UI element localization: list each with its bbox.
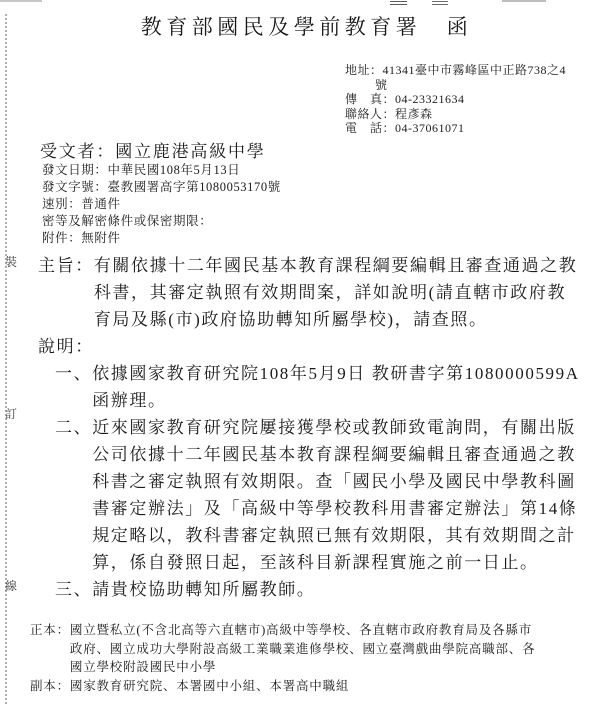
explanation-row	[38, 333, 592, 360]
list-item-2	[38, 414, 592, 576]
sender-fax: 傳 真：04-23321634	[345, 92, 465, 106]
meta-issue-date: 發文日期：中華民國108年5月13日	[42, 163, 241, 177]
sender-contact-person: 聯絡人：程彥森	[345, 106, 433, 121]
scan-artifact	[390, 1, 407, 7]
carbon-copy-label: 副本：	[30, 678, 70, 693]
subject-label: 主旨：	[38, 256, 94, 275]
distribution-block	[30, 621, 538, 695]
list-item-1	[38, 360, 592, 414]
binding-mark-ding: 訂	[4, 407, 17, 421]
recipient-line: 受文者：國立鹿港高級中學	[40, 142, 266, 161]
meta-attachment: 附件：無附件	[42, 231, 121, 245]
original-copy-row	[30, 621, 538, 677]
binding-mark-xian: 線	[4, 579, 17, 593]
document-title: 教育部國民及學前教育署 函	[140, 15, 473, 39]
item-text: 請貴校協助轉知所屬教師。	[92, 580, 316, 599]
carbon-copy-recipients: 國家教育研究院、本署國中小組、本署高中職組	[69, 678, 350, 693]
meta-block	[42, 162, 281, 247]
item-number: 一、	[55, 364, 93, 383]
item-text: 依據國家教育研究院108年5月9日 教研書字第1080000599A函辦理。	[92, 364, 580, 410]
carbon-copy-row	[30, 677, 538, 696]
item-number: 三、	[55, 580, 93, 599]
item-number: 二、	[55, 418, 93, 437]
binding-dotted-line	[5, 14, 7, 704]
scan-artifact	[432, 1, 448, 6]
binding-mark-zhuang: 裝	[4, 255, 17, 269]
list-item-3	[38, 576, 592, 603]
meta-security: 密等及解密條件或保密期限：	[42, 214, 213, 228]
meta-doc-number: 發文字號：臺教國署高字第1080053170號	[42, 180, 281, 194]
original-copy-recipients: 國立暨私立(不含北高等六直轄市)高級中等學校、各直轄市政府教育局及各縣市政府、國立成功大學附設高級工業職業進修學校、國立臺灣戲曲學院高職部、各國立學校附設國民中小學	[69, 623, 536, 674]
subject-row	[38, 252, 592, 333]
original-copy-label: 正本：	[30, 623, 70, 637]
subject-text: 有關依據十二年國民基本教育課程綱要編輯且審查通過之教科書，其審定執照有效期間案，詳如說明(請直轄市政府教育局及縣(市)政府協助轉知所屬學校)，請查照。	[93, 256, 578, 329]
scan-artifact	[502, 0, 546, 2]
sender-phone: 電 話：04-37061071	[345, 121, 465, 135]
scan-artifact	[0, 0, 42, 2]
meta-priority: 速別：普通件	[42, 197, 121, 211]
sender-address: 地址：41341臺中市霧峰區中正路738之4	[345, 63, 567, 77]
letter-body	[38, 252, 592, 603]
explanation-label: 說明：	[38, 337, 94, 356]
sender-address-wrap: 號	[375, 77, 388, 92]
item-text: 近來國家教育研究院屢接獲學校或教師致電詢問，有關出版公司依據十二年國民基本教育課程綱要編輯且審查通過之教科書之審定執照有效期限。查「國民小學及國民中學教科圖書審定辦法」及「高級中等學校教科用書審定辦法」第14條規定略以，教科書審定執照已無有效期限，其有效期間之計算，係自發照日起，至該科目新課程實施之前一日止。	[92, 418, 578, 572]
sender-info-block	[345, 63, 566, 136]
